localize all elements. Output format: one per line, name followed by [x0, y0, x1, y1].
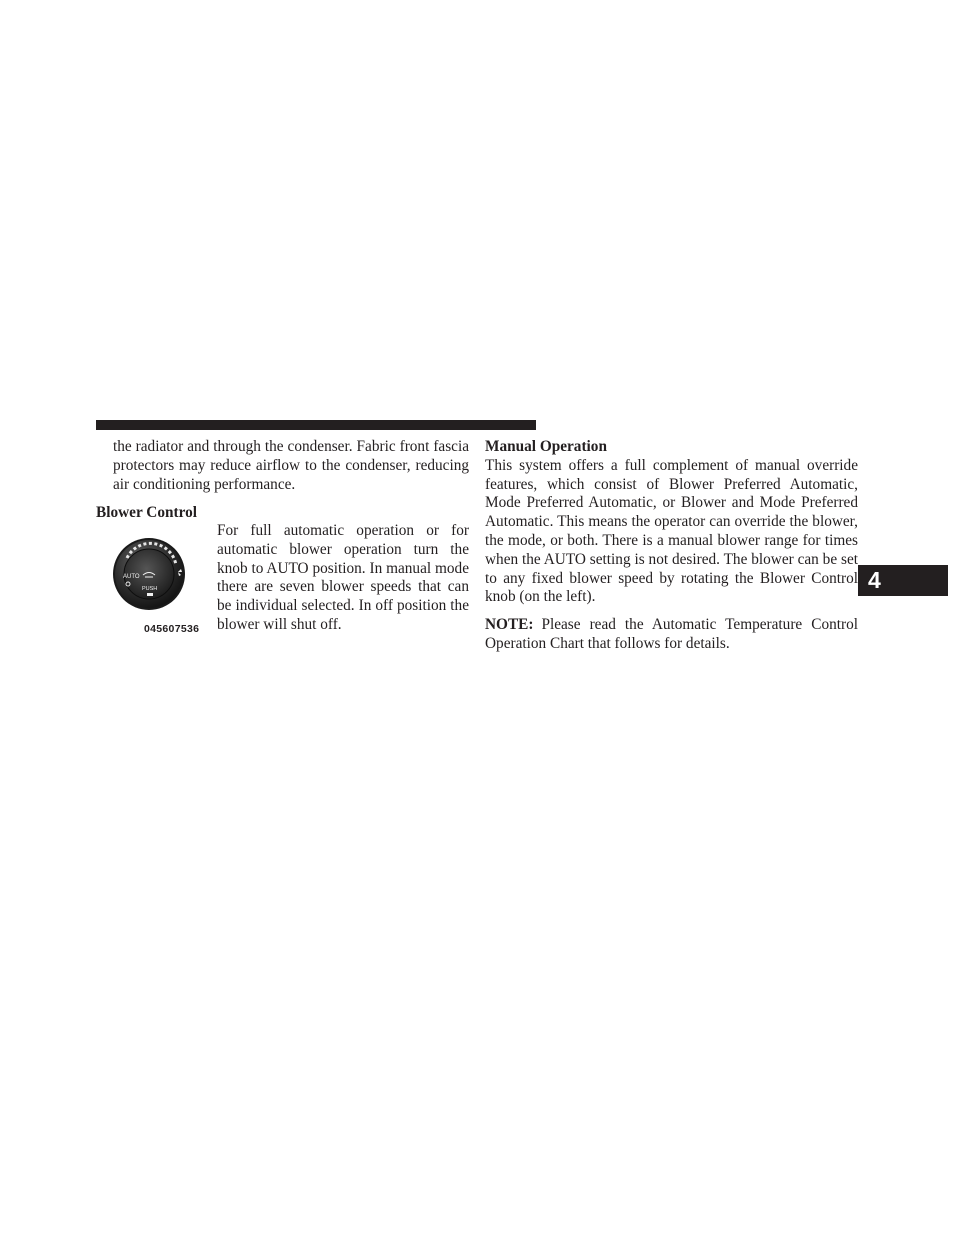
chapter-number: 4: [868, 567, 881, 593]
header-rule: [96, 420, 536, 430]
note-text: Please read the Automatic Temperature Control Operation Chart that follows for details.: [485, 616, 858, 652]
manual-operation-section: [485, 438, 858, 654]
figure-id: 045607536: [144, 623, 200, 635]
blower-control-text-block: [217, 522, 469, 635]
blower-knob-icon: [112, 535, 208, 625]
knob-label-auto: AUTO: [123, 574, 140, 580]
intro-paragraph: the radiator and through the condenser. Fabric front fascia protectors may reduce airflow to the condenser, reducing air conditioning performance.: [113, 438, 469, 493]
manual-operation-heading: Manual Operation: [485, 438, 607, 455]
chapter-tab: [858, 565, 948, 596]
note-label: NOTE:: [485, 616, 534, 634]
note-paragraph: [485, 616, 858, 654]
manual-operation-paragraph: This system offers a full complement of manual override features, which consist of Blower Preferred Automatic, Mode Preferred Automatic, or Blower and Mode Preferred Automatic. This means the operator can override the blower, the mode, or both. There is a manual blower range for times when the AUTO setting is not desired. The blower can be set to any fixed blower speed by rotating the Blower Control knob (on the left).: [485, 456, 858, 606]
intro-text-block: [113, 438, 469, 494]
blower-control-paragraph: For full automatic operation or for automatic blower operation turn the knob to AUTO position. In manual mode there are seven blower speeds that can be individual selected. In off position the blower will shut off.: [217, 522, 469, 633]
knob-label-push: PUSH: [142, 586, 158, 592]
blower-control-heading: Blower Control: [96, 504, 197, 521]
